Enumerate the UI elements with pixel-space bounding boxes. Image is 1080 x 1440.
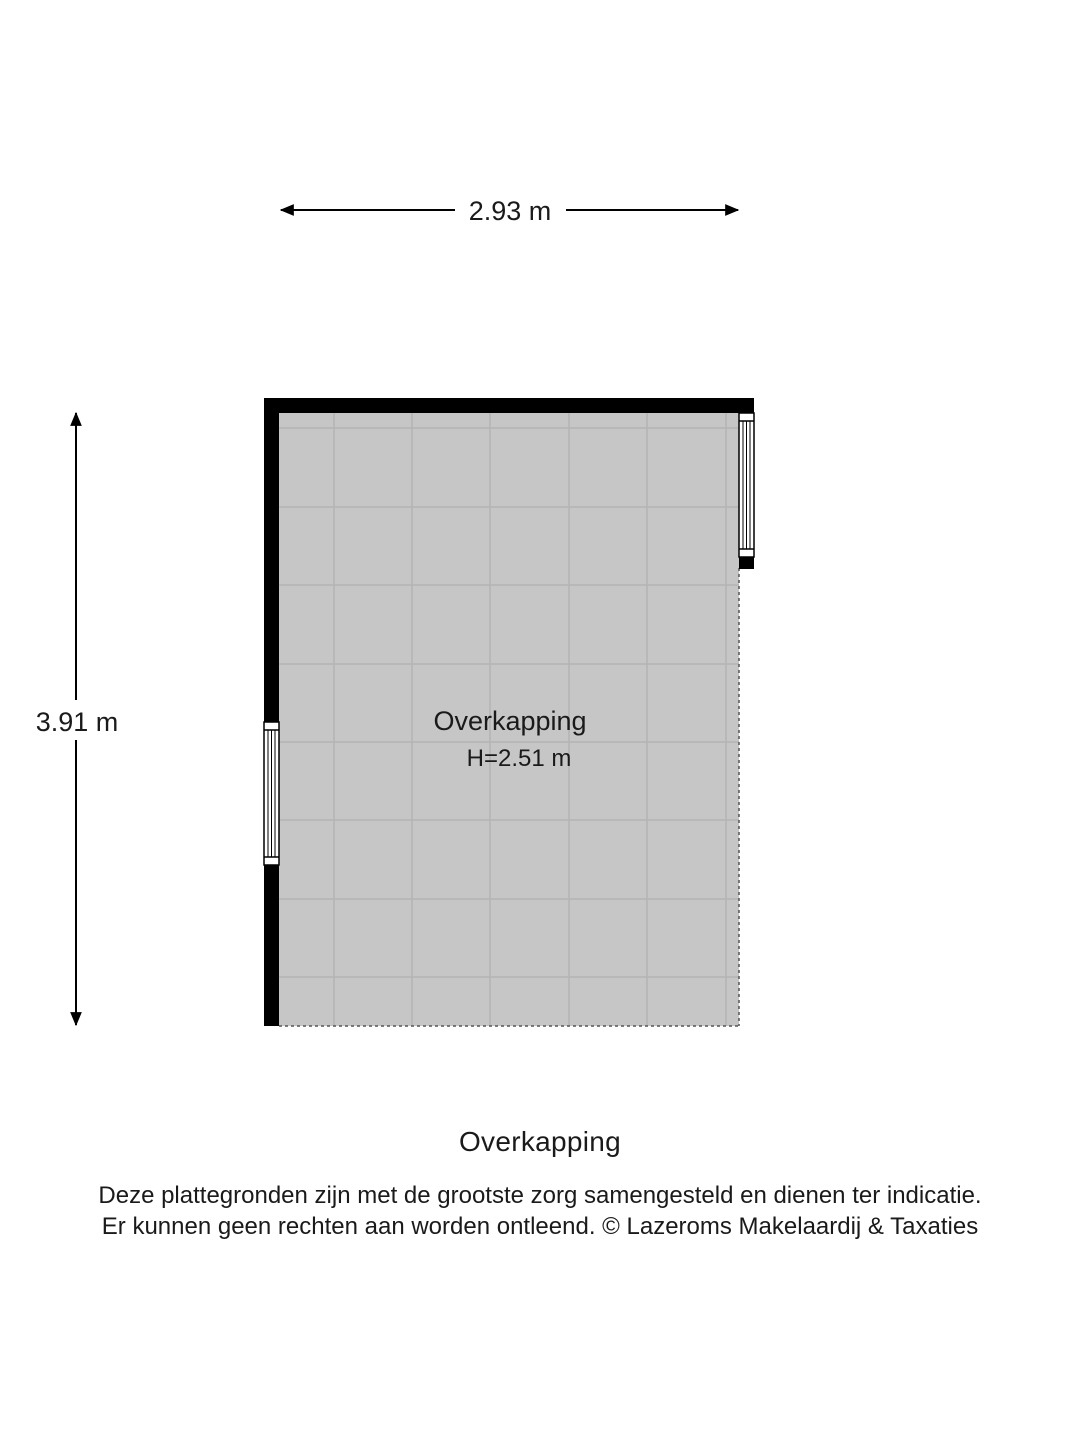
- wall-top: [264, 398, 754, 413]
- disclaimer: [0, 1180, 1080, 1242]
- width-dimension-label: 2.93 m: [468, 196, 552, 226]
- floor-title: Overkapping: [458, 1126, 622, 1157]
- wall-left-upper: [264, 398, 279, 722]
- height-dimension-label: 3.91 m: [35, 707, 119, 737]
- room-ceiling-height: H=2.51 m: [466, 745, 572, 772]
- window-left: [264, 722, 279, 865]
- room-name: Overkapping: [433, 706, 587, 736]
- window-right: [739, 413, 754, 557]
- width-dimension: [281, 196, 738, 226]
- disclaimer-line-1: Deze plattegronden zijn met de grootste zorg samengesteld en dienen ter indicatie.: [98, 1182, 982, 1209]
- wall-left-lower: [264, 865, 279, 1026]
- height-dimension: [26, 413, 128, 1025]
- wall-right-stub: [739, 557, 754, 569]
- disclaimer-line-2: Er kunnen geen rechten aan worden ontleend. © Lazeroms Makelaardij & Taxaties: [101, 1213, 979, 1240]
